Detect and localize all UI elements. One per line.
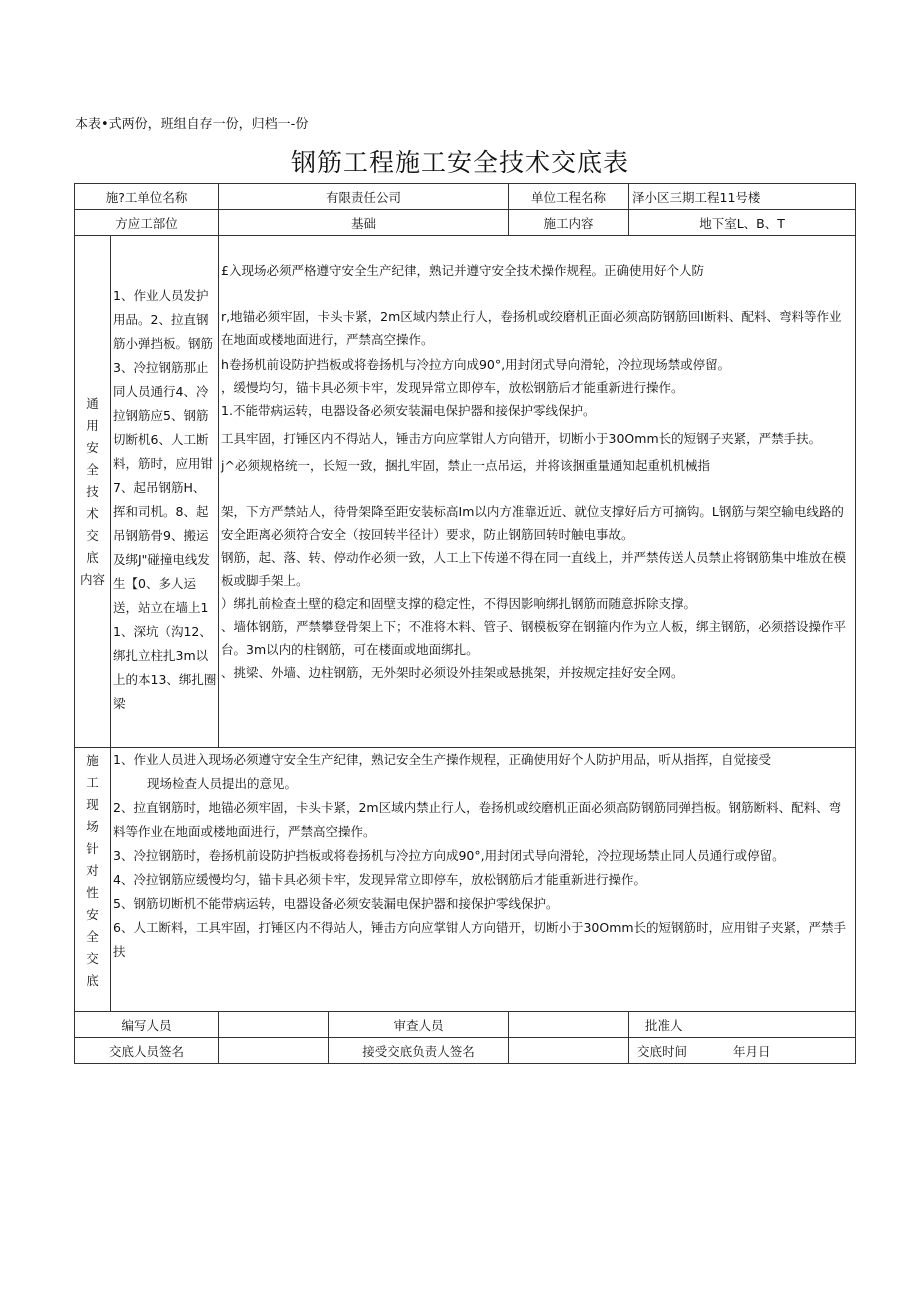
- section-label-char: 现: [86, 797, 99, 812]
- section-label-char: 术: [86, 505, 99, 521]
- reviewer-value: [509, 1012, 629, 1038]
- section-label-char: 对: [86, 863, 99, 878]
- receiver-sign-value: [509, 1038, 629, 1064]
- project-name-value: 泽小区三期工程11号楼: [629, 184, 856, 210]
- general-para: 钢筋，起、落、转、停动作必须一致，人工上下传递不得在同一直线上，并严禁传送人员禁止将钢筋集中堆放在模板或脚手架上。: [221, 550, 847, 588]
- section-label-char: 场: [86, 819, 99, 834]
- section-label-char: 针: [86, 841, 99, 856]
- reviewer-label: 审查人员: [329, 1012, 509, 1038]
- section-label-char: 性: [86, 885, 99, 900]
- general-para: j^必须规格统一，长短一致，捆扎牢固，禁止一点吊运，并将该捆重量通知起重机机械指: [221, 458, 710, 473]
- writer-value: [219, 1012, 329, 1038]
- section-label-char: 底: [86, 549, 99, 565]
- section-label-char: 交: [86, 527, 99, 543]
- section-label-char: 通: [86, 395, 99, 411]
- general-para: £入现场必须严格遵守安全生产纪律，熟记并遵守安全技术操作规程。正确使用好个人防: [221, 263, 704, 278]
- unit-name-label: 施?工单位名称: [75, 184, 219, 210]
- section-label-char: 全: [86, 929, 99, 944]
- discloser-sign-label: 交底人员签名: [75, 1038, 219, 1064]
- general-para: h卷扬机前设防护挡板或将卷扬机与冷拉方向成90°,用封闭式导向滑轮，冷拉现场禁或停留。: [221, 357, 731, 372]
- approver-cell: [629, 1012, 856, 1038]
- site-section: [75, 748, 856, 1012]
- section-label-char: 安: [86, 439, 99, 455]
- general-para: 架，下方严禁站人，待骨架降至距安装标高Im以内方准靠近近、就位支撑好后方可摘钩。L钢筋与架空输电线路的安全距离必须符合安全（按回转半径计）要求，防止钢筋回转时触电事故。: [221, 504, 844, 542]
- discloser-sign-value: [219, 1038, 329, 1064]
- site-item: 6、人工断料，工具牢固，打锤区内不得站人，锤击方向应掌钳人方向错开，切断小于30Omm长的短钢筋时，应用钳子夹紧，严禁手扶: [113, 920, 847, 959]
- work-part-label: 方应工部位: [75, 210, 219, 236]
- info-row-unit: [75, 184, 856, 210]
- site-item: 5、钢筋切断机不能带病运转，电器设备必须安装漏电保护器和接保护零线保护。: [113, 896, 559, 911]
- disclosure-table: [74, 183, 856, 1064]
- general-main-text: [219, 236, 856, 748]
- receiver-sign-label: 接受交底负责人签名: [329, 1038, 509, 1064]
- section-label-char: 内容: [79, 571, 105, 587]
- site-item: 2、拉直钢筋时，地锚必须牢固，卡头卡紧，2m区域内禁止行人，卷扬机或绞磨机正面必须高防钢筋同弹挡板。钢筋断料、配料、弯料等作业在地面或楼地面进行，严禁高空操作。: [113, 800, 842, 839]
- disclosure-time-label: 交底时间: [637, 1043, 688, 1059]
- approver-label: 批准人: [645, 1017, 683, 1033]
- writer-label: 编写人员: [75, 1012, 219, 1038]
- date-cell: [629, 1038, 856, 1064]
- section-label-char: 用: [86, 417, 99, 433]
- unit-name-value: 有限责任公司: [219, 184, 509, 210]
- site-text: [111, 748, 856, 1012]
- general-para: 、墙体钢筋，严禁攀登骨架上下；不准将木料、管子、钢模板穿在钢箍内作为立人板，绑主钢筋，必须搭设操作平台。3m以内的柱钢筋，可在楼面或地面绑扎。: [221, 619, 847, 657]
- general-para: 1.不能带病运转，电器设备必须安装漏电保护器和接保护零线保护。: [221, 403, 596, 418]
- general-label-cell: [75, 236, 111, 748]
- general-para: ，缓慢均匀，锚卡具必须卡牢，发现异常立即停车，放松钢筋后才能重新进行操作。: [221, 380, 684, 395]
- project-name-label: 单位工程名称: [509, 184, 629, 210]
- info-row-part: [75, 210, 856, 236]
- section-label-char: 底: [86, 973, 99, 988]
- section-label-char: 安: [86, 907, 99, 922]
- work-part-value: 基础: [219, 210, 509, 236]
- site-item: 1、作业人员进入现场必须遵守安全生产纪律，熟记安全生产操作规程，正确使用好个人防护用品，听从指挥，自觉接受: [113, 752, 771, 767]
- section-label-char: 交: [86, 951, 99, 966]
- section-label-char: 施: [86, 753, 99, 768]
- work-content-label: 施工内容: [509, 210, 629, 236]
- site-item-continuation: 现场检查人员提出的意见。: [147, 776, 298, 791]
- page-title: 钢筋工程施工安全技术交底表: [290, 148, 629, 177]
- copy-note: 本表•式两份，班组自存一份，归档一-份: [75, 117, 309, 132]
- date-value: 年月日: [733, 1043, 771, 1059]
- section-label-char: 工: [86, 775, 99, 790]
- general-para: 工具牢固，打锤区内不得站人，锤击方向应掌钳人方向错开，切断小于30Omm长的短钢子夹紧，严禁手扶。: [221, 431, 822, 446]
- general-section: [75, 236, 856, 748]
- work-content-value: 地下室L、B、T: [629, 210, 856, 236]
- footer-row-2: [75, 1038, 856, 1064]
- site-item: 4、冷拉钢筋应缓慢均匀，锚卡具必须卡牢，发现异常立即停车，放松钢筋后才能重新进行操作。: [113, 872, 646, 887]
- section-label-char: 全: [86, 461, 99, 477]
- general-para: r,地锚必须牢固，卡头卡紧，2m区域内禁止行人，卷扬机或绞磨机正面必须高防钢筋回I断料、配料、弯料等作业在地面或楼地面进行，严禁高空操作。: [221, 309, 842, 347]
- general-left-text: 1、作业人员发护用品。2、拉直钢筋小弹挡板。钢筋3、冷拉钢筋那止同人员通行4、冷拉钢筋应5、钢筋切断机6、人工断料，筋时，应用钳7、起吊钢筋H、挥和司机。8、起吊钢筋骨9、搬运及绑J"碰撞电线发生【0、多人运送，站立在墙上11、深坑（沟12、绑扎立柱扎3m以上的本13、绑扎圈梁: [111, 236, 219, 748]
- general-para: 、挑梁、外墙、边柱钢筋，无外架时必须设外挂架或悬挑架，并按规定挂好安全网。: [221, 665, 684, 680]
- section-label-char: 技: [86, 483, 99, 499]
- site-item: 3、冷拉钢筋时，卷扬机前设防护挡板或将卷扬机与冷拉方向成90°,用封闭式导向滑轮，冷拉现场禁止同人员通行或停留。: [113, 848, 785, 863]
- site-label-cell: [75, 748, 111, 1012]
- footer-row-1: [75, 1012, 856, 1038]
- general-para: ）绑扎前检查土壁的稳定和固壁支撑的稳定性，不得因影响绑扎钢筋而随意拆除支撑。: [221, 596, 697, 611]
